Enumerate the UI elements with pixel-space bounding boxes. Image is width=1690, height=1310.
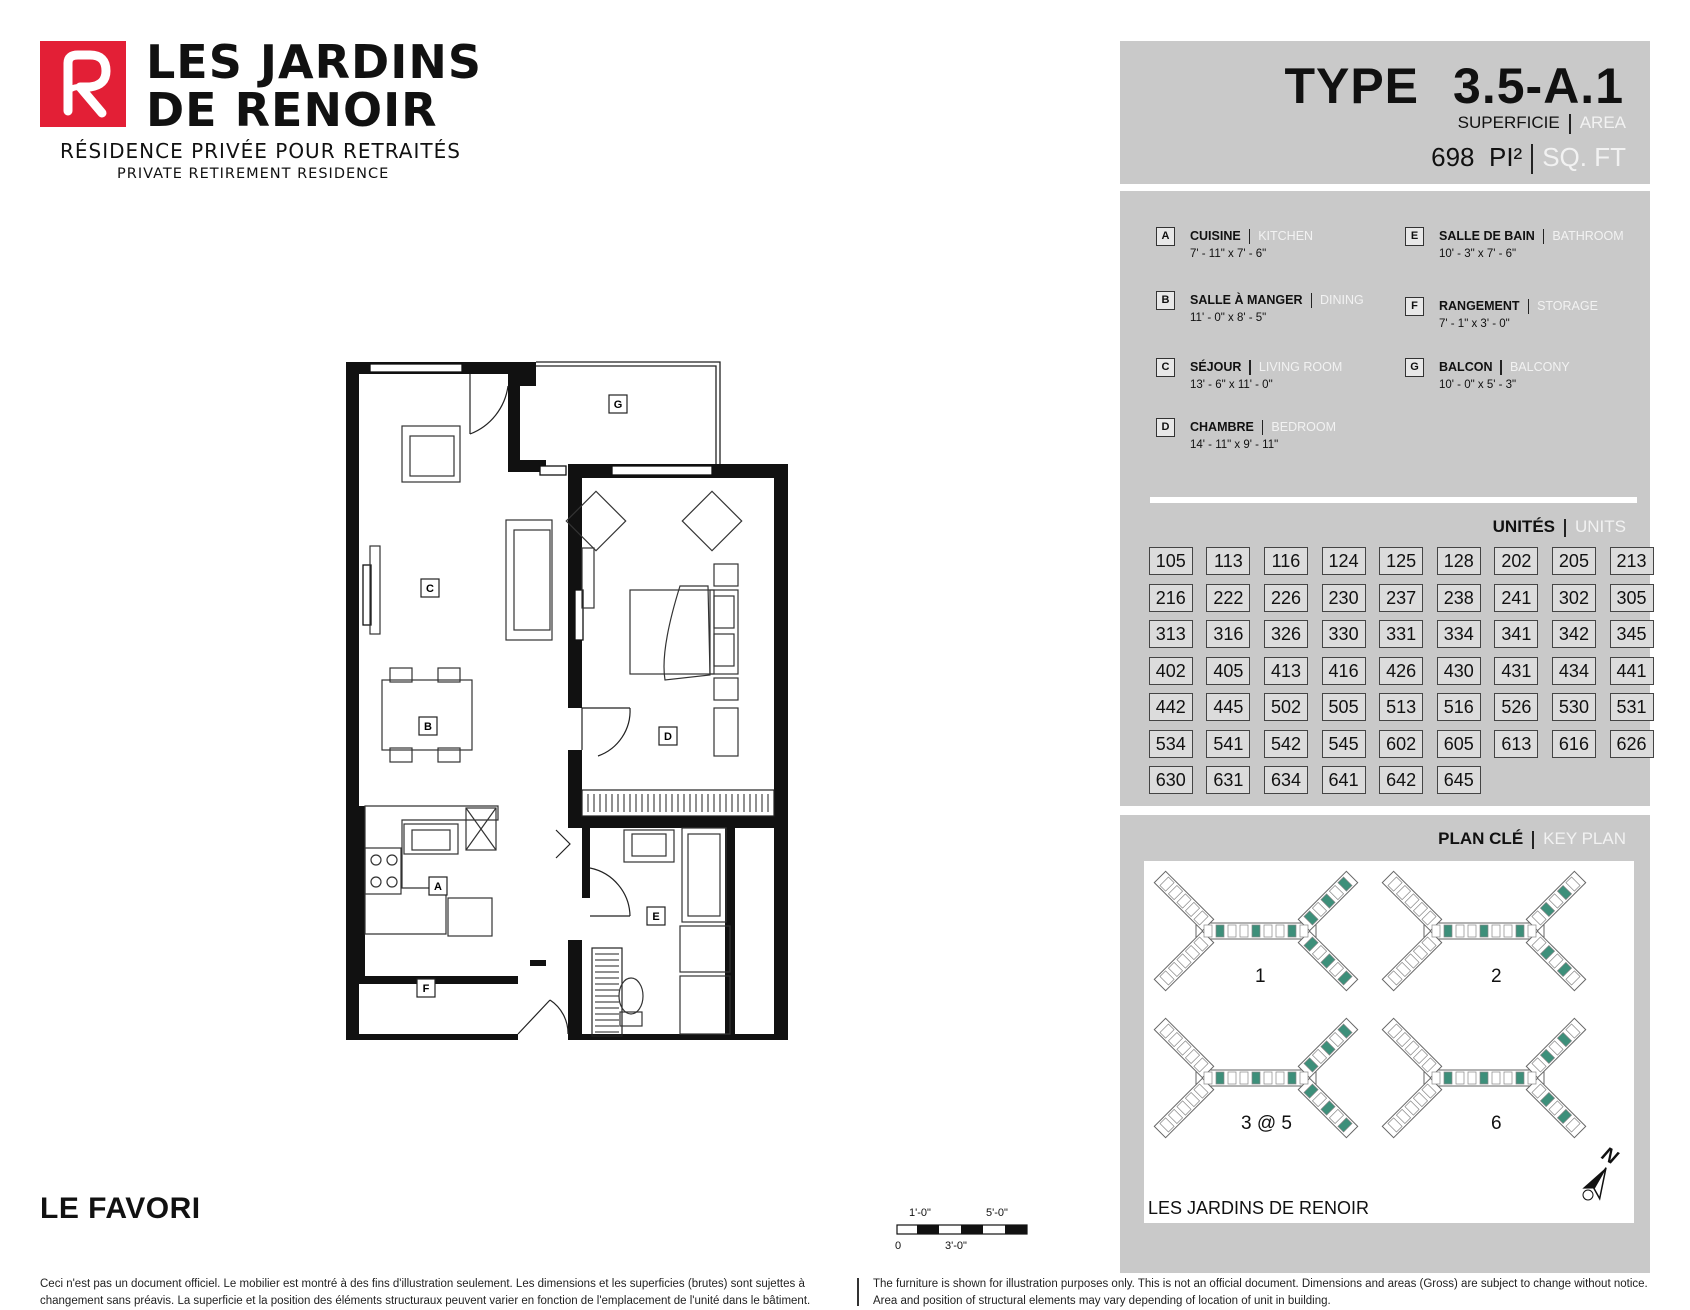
room-name-en: BALCONY — [1509, 360, 1570, 374]
unit-number: 238 — [1437, 584, 1481, 612]
unit-number: 128 — [1437, 547, 1481, 575]
unit-number: 645 — [1437, 766, 1481, 794]
area-unit-fr: PI² — [1488, 142, 1523, 172]
unit-number: 405 — [1206, 657, 1250, 685]
floor-plan-drawing — [330, 350, 800, 1040]
room-letter: F — [1405, 297, 1424, 316]
floor-label-1: 1 — [1255, 966, 1266, 987]
room-name-fr: CHAMBRE — [1190, 420, 1254, 434]
unit-number: 241 — [1494, 584, 1538, 612]
unit-number: 530 — [1552, 693, 1596, 721]
room-name — [1439, 358, 1570, 377]
plan-room-letter: C — [426, 583, 434, 595]
unit-number: 226 — [1264, 584, 1308, 612]
unit-number: 326 — [1264, 620, 1308, 648]
unit-number: 345 — [1610, 620, 1654, 648]
room-dimensions: 13' - 6" x 11' - 0" — [1190, 379, 1273, 391]
plan-room-letter: G — [613, 399, 623, 411]
tagline-english: PRIVATE RETIREMENT RESIDENCE — [117, 166, 390, 182]
unit-number: 230 — [1322, 584, 1366, 612]
unit-number: 105 — [1149, 547, 1193, 575]
unit-number: 331 — [1379, 620, 1423, 648]
scale-label-bottom-mid: 3'-0" — [945, 1240, 967, 1252]
units-heading-fr: UNITÉS — [1492, 517, 1555, 536]
room-name — [1439, 227, 1624, 246]
unit-number: 402 — [1149, 657, 1193, 685]
units-heading — [1493, 517, 1626, 537]
room-dimensions: 10' - 3" x 7' - 6" — [1439, 248, 1517, 260]
unit-number: 330 — [1322, 620, 1366, 648]
unit-number: 116 — [1264, 547, 1308, 575]
unit-number: 216 — [1149, 584, 1193, 612]
unit-number: 431 — [1494, 657, 1538, 685]
unit-number: 526 — [1494, 693, 1538, 721]
unit-number: 616 — [1552, 730, 1596, 758]
unit-number: 334 — [1437, 620, 1481, 648]
unit-number: 545 — [1322, 730, 1366, 758]
area-value: 698 — [1431, 142, 1475, 172]
room-name — [1190, 358, 1342, 377]
key-plan-building — [1382, 1018, 1585, 1137]
scale-label-bottom-left: 0 — [895, 1240, 902, 1252]
room-name — [1439, 297, 1598, 316]
unit-number: 605 — [1437, 730, 1481, 758]
room-name-fr: SALLE DE BAIN — [1439, 229, 1535, 243]
unit-number: 342 — [1552, 620, 1596, 648]
room-name-en: STORAGE — [1537, 299, 1598, 313]
unit-number: 442 — [1149, 693, 1193, 721]
room-name — [1190, 227, 1313, 246]
room-name-en: LIVING ROOM — [1258, 360, 1343, 374]
plan-room-letter: D — [664, 731, 672, 743]
unit-number: 445 — [1206, 693, 1250, 721]
scale-label-top-right: 5'-0" — [986, 1207, 1008, 1219]
unit-number: 237 — [1379, 584, 1423, 612]
rooms-and-units-panel — [1120, 191, 1650, 806]
unit-number: 602 — [1379, 730, 1423, 758]
unit-number: 505 — [1322, 693, 1366, 721]
unit-number: 634 — [1264, 766, 1308, 794]
floor-label-2: 2 — [1491, 966, 1502, 987]
room-name-fr: CUISINE — [1190, 229, 1241, 243]
unit-number: 430 — [1437, 657, 1481, 685]
plan-room-letter: E — [652, 911, 660, 923]
unit-number: 205 — [1552, 547, 1596, 575]
unit-type-title — [1284, 57, 1624, 115]
key-plan-caption: LES JARDINS DE RENOIR — [1148, 1198, 1370, 1218]
room-name-fr: RANGEMENT — [1439, 299, 1520, 313]
unit-number: 541 — [1206, 730, 1250, 758]
unit-number: 626 — [1610, 730, 1654, 758]
key-plan-heading — [1438, 829, 1626, 849]
room-name — [1190, 291, 1364, 310]
brand-name-line2: DE RENOIR — [146, 83, 438, 137]
area-label-en: AREA — [1579, 113, 1626, 132]
room-dimensions: 10' - 0" x 5' - 3" — [1439, 379, 1517, 391]
unit-number: 441 — [1610, 657, 1654, 685]
room-letter: B — [1156, 291, 1175, 310]
room-dimensions: 14' - 11" x 9' - 11" — [1190, 439, 1279, 451]
key-plan-drawing — [1144, 861, 1634, 1223]
unit-number: 426 — [1379, 657, 1423, 685]
unit-number: 313 — [1149, 620, 1193, 648]
unit-number: 642 — [1379, 766, 1423, 794]
unit-number: 513 — [1379, 693, 1423, 721]
north-arrow-icon — [1574, 1142, 1622, 1207]
unit-number: 202 — [1494, 547, 1538, 575]
brand-logo-mark — [40, 41, 126, 127]
scale-bar-graphic — [895, 1223, 1035, 1237]
plan-room-letter: B — [424, 721, 432, 733]
unit-number: 434 — [1552, 657, 1596, 685]
scale-bar — [895, 1207, 1035, 1257]
unit-number: 542 — [1264, 730, 1308, 758]
plan-room-letter: A — [434, 881, 442, 893]
disclaimer-separator — [857, 1278, 859, 1306]
unit-number: 316 — [1206, 620, 1250, 648]
floor-label-3-5: 3 @ 5 — [1241, 1113, 1292, 1134]
room-name-fr: BALCON — [1439, 360, 1493, 374]
key-plan-building — [1382, 871, 1585, 990]
scale-label-top-left: 1'-0" — [909, 1207, 931, 1219]
room-letter: G — [1405, 358, 1424, 377]
room-name-en: BATHROOM — [1552, 229, 1624, 243]
unit-number: 641 — [1322, 766, 1366, 794]
disclaimer-english: The furniture is shown for illustration purposes only. This is not an official document. Dimensions and areas (Gross) are subject to change without notice. Area and position of structural elements may vary depending of location of unit in building. — [873, 1278, 1648, 1307]
unit-type-panel — [1120, 41, 1650, 184]
unit-number: 630 — [1149, 766, 1193, 794]
panel-divider — [1150, 497, 1637, 503]
floor-label-6: 6 — [1491, 1113, 1502, 1134]
brand-name-line1: LES JARDINS — [146, 35, 482, 89]
room-name-en: DINING — [1320, 293, 1364, 307]
room-name — [1190, 418, 1336, 437]
unit-number: 613 — [1494, 730, 1538, 758]
units-heading-en: UNITS — [1575, 517, 1626, 536]
room-dimensions: 7' - 1" x 3' - 0" — [1439, 318, 1510, 330]
unit-number: 305 — [1610, 584, 1654, 612]
room-name-en: BEDROOM — [1271, 420, 1336, 434]
unit-number: 534 — [1149, 730, 1193, 758]
room-dimensions: 11' - 0" x 8' - 5" — [1190, 312, 1267, 324]
room-letter: D — [1156, 418, 1175, 437]
room-name-en: KITCHEN — [1258, 229, 1314, 243]
disclaimer-french: Ceci n'est pas un document officiel. Le mobilier est montré à des fins d'illustration seulement. Les dimensions et les superficies (brutes) sont sujettes à changement sans préavis. La superficie et la position des éléments structuraux peuvent varier en fonction de l'emplacement de l'unité dans le bâtiment. — [40, 1278, 811, 1307]
north-label: N — [1597, 1142, 1622, 1170]
plan-room-letter: F — [422, 983, 430, 995]
unit-number: 502 — [1264, 693, 1308, 721]
unit-number: 416 — [1322, 657, 1366, 685]
plan-name: LE FAVORI — [40, 1192, 201, 1225]
room-letter: C — [1156, 358, 1175, 377]
room-letter: A — [1156, 227, 1175, 246]
area-label-fr: SUPERFICIE — [1457, 113, 1560, 132]
room-letter: E — [1405, 227, 1424, 246]
key-plan-heading-en: KEY PLAN — [1543, 829, 1626, 848]
unit-number: 341 — [1494, 620, 1538, 648]
unit-number: 516 — [1437, 693, 1481, 721]
key-plan-heading-fr: PLAN CLÉ — [1438, 829, 1524, 848]
unit-number: 302 — [1552, 584, 1596, 612]
type-code: 3.5-A.1 — [1453, 58, 1624, 114]
unit-number: 213 — [1610, 547, 1654, 575]
unit-number: 413 — [1264, 657, 1308, 685]
key-plan-map — [1144, 861, 1634, 1223]
unit-number: 631 — [1206, 766, 1250, 794]
unit-number: 124 — [1322, 547, 1366, 575]
tagline-french: RÉSIDENCE PRIVÉE POUR RETRAITÉS — [60, 139, 461, 163]
unit-number: 222 — [1206, 584, 1250, 612]
unit-number: 113 — [1206, 547, 1250, 575]
room-name-fr: SÉJOUR — [1190, 360, 1242, 374]
unit-number: 125 — [1379, 547, 1423, 575]
area-label-row — [1458, 113, 1626, 134]
room-dimensions: 7' - 11" x 7' - 6" — [1190, 248, 1267, 260]
key-plan-panel — [1120, 815, 1650, 1273]
units-grid — [1142, 547, 1647, 794]
logo-r-glyph — [40, 41, 126, 127]
area-value-row — [1431, 142, 1626, 174]
type-word: TYPE — [1284, 58, 1420, 114]
room-name-fr: SALLE À MANGER — [1190, 293, 1303, 307]
unit-number: 531 — [1610, 693, 1654, 721]
area-unit-en: SQ. FT — [1542, 142, 1626, 172]
